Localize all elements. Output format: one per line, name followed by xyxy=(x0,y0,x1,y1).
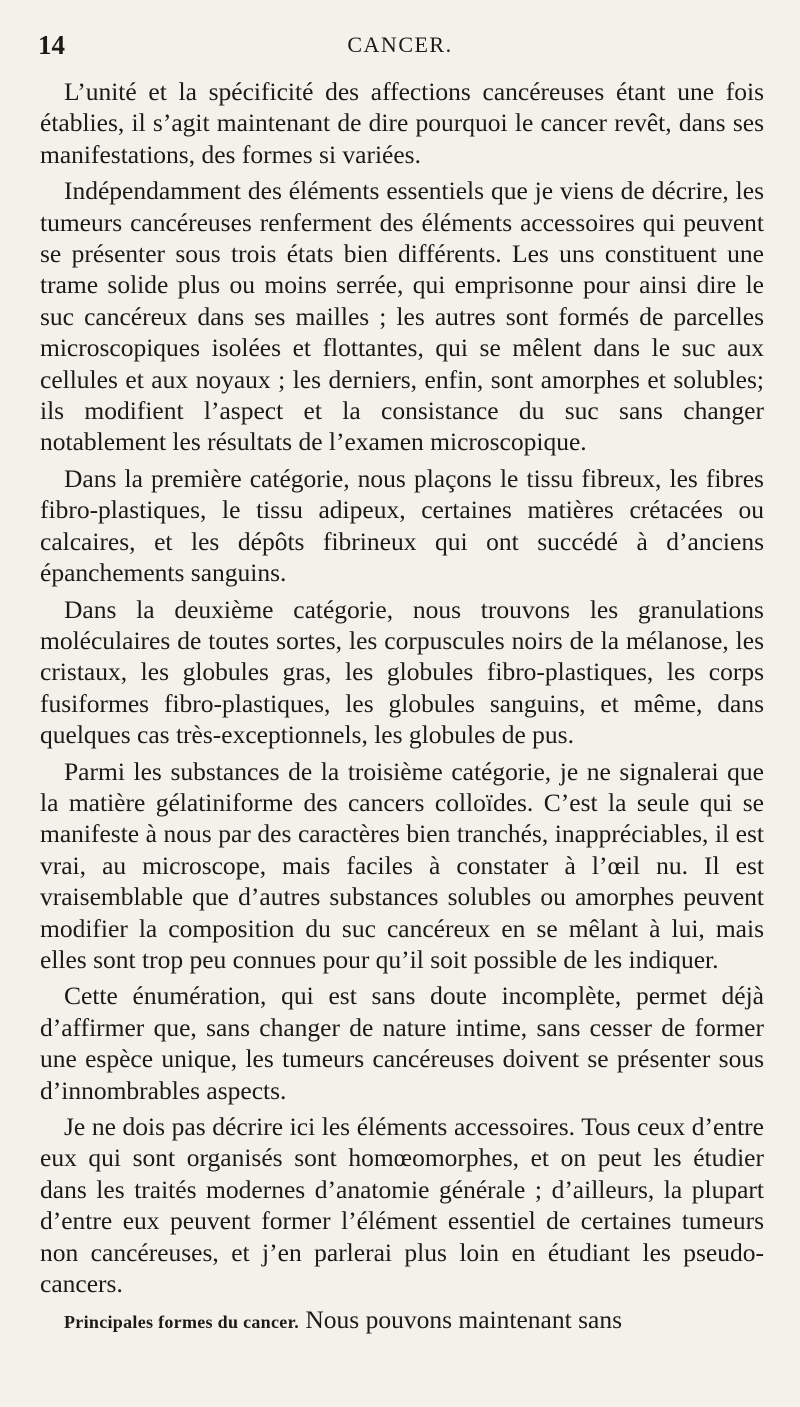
paragraph-text: Parmi les substances de la troisième catégorie, je ne signalerai que la matière gélatiniforme des cancers colloïdes. C’est la seule qui se manifeste à nous par des caractères bien tranchés, inappréciables, il est vrai, au microscope, mais faciles à constater à l’œil nu. Il est vraisemblable que d’autres substances solubles ou amorphes peuvent modifier la composition du suc cancéreux en se mêlant à lui, mais elles sont trop peu connues pour qu’il soit possible de les indiquer. xyxy=(40,756,764,974)
running-head: CANCER. xyxy=(347,32,453,57)
paragraph xyxy=(40,76,764,170)
section-rubric: Principales formes du cancer. xyxy=(64,1312,300,1333)
page-number: 14 xyxy=(38,30,65,60)
paragraph xyxy=(40,175,764,458)
section-paragraph xyxy=(40,1304,764,1338)
paragraph xyxy=(40,463,764,589)
paragraph xyxy=(40,756,764,976)
page-header xyxy=(38,30,762,64)
paragraph-text: Nous pouvons maintenant sans xyxy=(305,1305,622,1335)
paragraph-text: Indépendamment des éléments essentiels que je viens de décrire, les tumeurs cancéreuses renferment des éléments accessoires qui peuvent se présenter sous trois états bien différents. Les uns constituent une trame solide plus ou moins serrée, qui emprisonne pour ainsi dire le suc cancéreux dans ses mailles ; les autres sont formés de parcelles microscopiques isolées et flottantes, qui se mêlent dans le suc aux cellules et aux noyaux ; les derniers, enfin, sont amorphes et solubles; ils modifient l’aspect et la consistance du suc sans changer notablement les résultats de l’examen microscopique. xyxy=(40,176,764,457)
paragraph xyxy=(40,594,764,751)
paragraph-text: Dans la première catégorie, nous plaçons le tissu fibreux, les fibres fibro-plastiques, le tissu adipeux, certaines matières crétacées ou calcaires, et les dépôts fibrineux qui ont succédé à d’anciens épanchements sanguins. xyxy=(40,463,764,588)
paragraph-text: L’unité et la spécificité des affections cancéreuses étant une fois établies, il s’agit maintenant de dire pourquoi le cancer revêt, dans ses manifestations, des formes si variées. xyxy=(40,77,764,169)
paragraph xyxy=(40,980,764,1106)
body-text xyxy=(40,76,764,1339)
paragraph-text: Dans la deuxième catégorie, nous trouvons les granulations moléculaires de toutes sortes, les corpuscules noirs de la mélanose, les cristaux, les globules gras, les globules fibro-plastiques, les corps fusiformes fibro-plastiques, les globules sanguins, et même, dans quelques cas très-exceptionnels, les globules de pus. xyxy=(40,594,764,750)
paragraph-text: Je ne dois pas décrire ici les éléments accessoires. Tous ceux d’entre eux qui sont organisés sont homœomorphes, et on peut les étudier dans les traités modernes d’anatomie générale ; d’ailleurs, la plupart d’entre eux peuvent former l’élément essentiel de certaines tumeurs non cancéreuses, et j’en parlerai plus loin en étudiant les pseudo-cancers. xyxy=(40,1112,764,1299)
paragraph xyxy=(40,1111,764,1299)
paragraph-text: Cette énumération, qui est sans doute incomplète, permet déjà d’affirmer que, sans changer de nature intime, sans cesser de former une espèce unique, les tumeurs cancéreuses doivent se présenter sous d’innombrables aspects. xyxy=(40,981,764,1105)
